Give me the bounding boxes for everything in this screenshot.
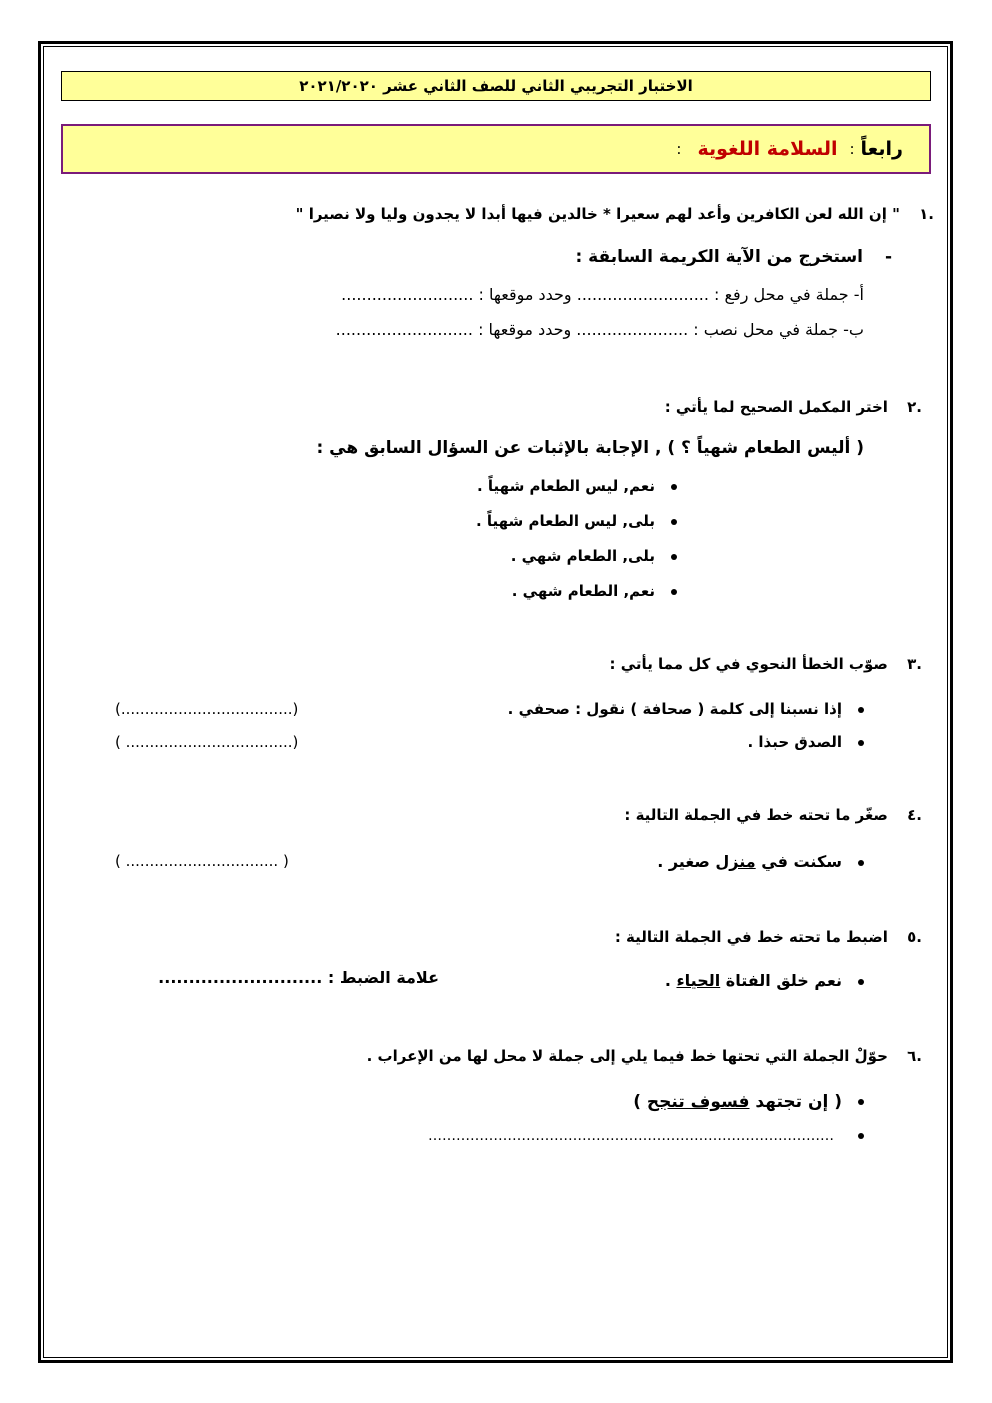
bullet-icon bbox=[858, 1133, 864, 1139]
question-1-verse-line bbox=[296, 205, 934, 223]
sentence-part: ) bbox=[633, 1092, 647, 1112]
sentence-part: نعم خلق الفتاة bbox=[720, 971, 842, 990]
question-6-prompt: حوّلْ الجملة التي تحتها خط فيما يلي إلى جملة لا محل لها من الإعراب . bbox=[366, 1047, 888, 1065]
sentence-part: سكنت في bbox=[755, 852, 842, 871]
underlined-word: منزل bbox=[715, 852, 756, 871]
bullet-icon bbox=[671, 554, 677, 560]
question-5-prompt-line bbox=[615, 928, 922, 946]
question-2-option bbox=[476, 512, 677, 530]
exam-title: الاختبار التجريبي الثاني للصف الثاني عشر ٢٠٢١/٢٠٢٠ bbox=[299, 77, 693, 95]
bullet-icon bbox=[671, 519, 677, 525]
question-2-option bbox=[512, 582, 677, 600]
question-2-option bbox=[511, 547, 677, 565]
question-1-instruction: استخرج من الآية الكريمة السابقة : bbox=[575, 247, 864, 267]
option-text: بلى, الطعام شهي . bbox=[510, 547, 655, 565]
question-4-prompt: صغّر ما تحته خط في الجملة التالية : bbox=[624, 806, 888, 824]
question-number: .٦ bbox=[907, 1047, 922, 1065]
question-1-part-b: ب- جملة في محل نصب : ...................... وحدد موقعها : ........................... bbox=[335, 320, 864, 339]
question-3-answer-blank: ( ...................................) bbox=[115, 733, 299, 751]
question-5-prompt: اضبط ما تحته خط في الجملة التالية : bbox=[614, 928, 888, 946]
question-4-answer-blank: ( ................................ ) bbox=[115, 852, 289, 870]
question-1-part-a: أ- جملة في محل رفع : .......................... وحدد موقعها : .......................... bbox=[341, 285, 864, 304]
question-5-sentence bbox=[665, 971, 864, 990]
question-3-prompt-line bbox=[610, 655, 922, 673]
section-prefix: رابعاً bbox=[860, 138, 903, 160]
exam-title-banner bbox=[61, 71, 931, 101]
question-6-prompt-line bbox=[367, 1047, 922, 1065]
question-2-prompt-line bbox=[665, 398, 922, 416]
question-6-sentence bbox=[633, 1092, 864, 1112]
question-4-sentence bbox=[657, 852, 864, 871]
section-separator: : bbox=[849, 140, 855, 158]
option-text: بلى, ليس الطعام شهياً . bbox=[475, 512, 655, 530]
bullet-icon bbox=[671, 484, 677, 490]
dash-marker: - bbox=[884, 247, 892, 267]
question-number: .٤ bbox=[907, 806, 922, 824]
question-2-prompt: اختر المكمل الصحيح لما يأتي : bbox=[664, 398, 888, 416]
section-header bbox=[61, 124, 931, 174]
bullet-icon bbox=[671, 589, 677, 595]
question-5-mark-label: علامة الضبط : ........................... bbox=[158, 968, 439, 987]
bullet-icon bbox=[858, 1099, 864, 1105]
question-3-prompt: صوّب الخطأ النحوي في كل مما يأتي : bbox=[609, 655, 888, 673]
bullet-icon bbox=[858, 740, 864, 746]
section-title: السلامة اللغوية bbox=[697, 138, 838, 160]
question-6-answer-line bbox=[428, 1128, 864, 1144]
answer-dots: …………………………………………………………………………… bbox=[428, 1128, 834, 1144]
question-1-verse: " إن الله لعن الكافرين وأعد لهم سعيرا * خالدين فيها أبدا لا يجدون وليا ولا نصيرا " bbox=[295, 205, 900, 223]
option-text: نعم, الطعام شهي . bbox=[511, 582, 655, 600]
question-4-prompt-line bbox=[624, 806, 922, 824]
sentence-part: ( إن تجتهد bbox=[749, 1092, 842, 1112]
sentence-part: . bbox=[664, 971, 677, 990]
question-3-answer-blank: (....................................) bbox=[115, 700, 299, 718]
question-number: .١ bbox=[919, 205, 934, 223]
question-3-item bbox=[747, 733, 864, 751]
item-text: الصدق حبذا . bbox=[747, 733, 842, 751]
section-end-colon: : bbox=[676, 140, 682, 158]
question-number: .٢ bbox=[907, 398, 922, 416]
question-3-item bbox=[508, 700, 864, 718]
option-text: نعم, ليس الطعام شهياً . bbox=[477, 477, 655, 495]
question-2-option bbox=[477, 477, 677, 495]
question-2-question: ( أليس الطعام شهياً ؟ ) , الإجابة بالإثبات عن السؤال السابق هي : bbox=[316, 438, 864, 458]
question-number: .٣ bbox=[907, 655, 922, 673]
question-number: .٥ bbox=[907, 928, 922, 946]
bullet-icon bbox=[858, 979, 864, 985]
question-1-instruction-line bbox=[575, 247, 892, 267]
underlined-word: الحياء bbox=[676, 971, 721, 990]
bullet-icon bbox=[858, 707, 864, 713]
underlined-word: فسوف تنجح bbox=[646, 1092, 750, 1112]
bullet-icon bbox=[858, 860, 864, 866]
item-text: إذا نسبنا إلى كلمة ( صحافة ) نقول : صحفي . bbox=[507, 700, 842, 718]
sentence-part: صغير . bbox=[657, 852, 716, 871]
